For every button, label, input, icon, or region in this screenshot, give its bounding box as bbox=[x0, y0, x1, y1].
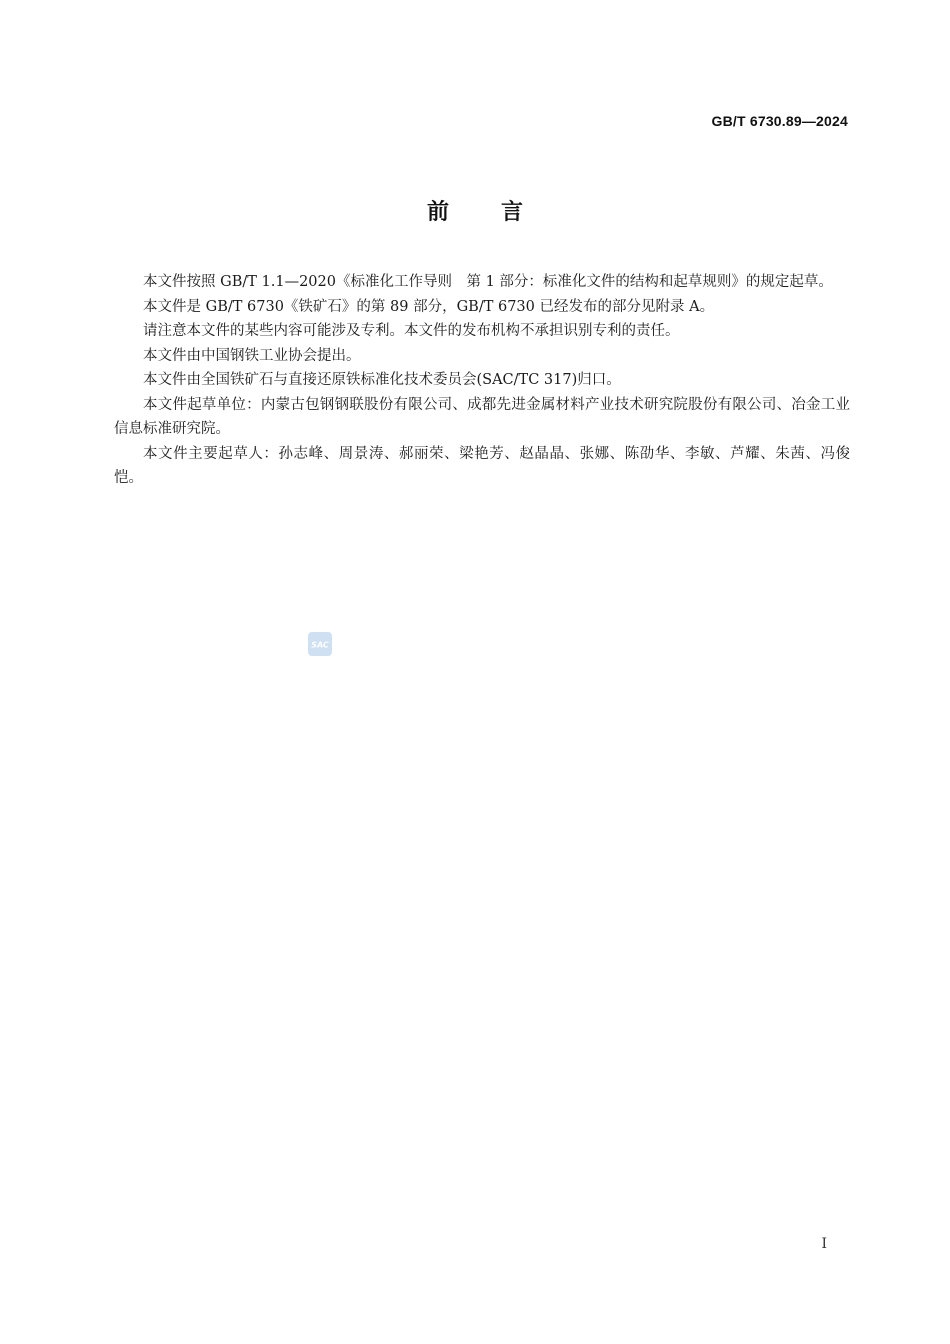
paragraph-proposer: 本文件由中国钢铁工业协会提出。 bbox=[143, 347, 361, 364]
page-number: I bbox=[821, 1236, 827, 1252]
sac-watermark-logo bbox=[307, 631, 333, 657]
paragraph-main-drafters: 本文件主要起草人：孙志峰、周景涛、郝丽荣、梁艳芳、赵晶晶、张娜、陈劭华、李敏、芦耀、朱茜、冯俊恺。 bbox=[114, 445, 850, 486]
foreword-body bbox=[114, 270, 850, 491]
watermark-text: SAC bbox=[311, 640, 329, 650]
paragraph-drafting-organizations: 本文件起草单位：内蒙古包钢钢联股份有限公司、成都先进金属材料产业技术研究院股份有限公司、冶金工业信息标准研究院。 bbox=[114, 396, 850, 437]
paragraph-technical-committee: 本文件由全国铁矿石与直接还原铁标准化技术委员会(SAC/TC 317)归口。 bbox=[143, 372, 621, 388]
document-code: GB/T 6730.89—2024 bbox=[711, 113, 848, 129]
paragraph-drafting-rules: 本文件按照 GB/T 1.1—2020《标准化工作导则 第 1 部分：标准化文件的结构和起草规则》的规定起草。 bbox=[143, 274, 833, 290]
paragraph-patent-notice: 请注意本文件的某些内容可能涉及专利。本文件的发布机构不承担识别专利的责任。 bbox=[143, 323, 680, 339]
paragraph-part-info: 本文件是 GB/T 6730《铁矿石》的第 89 部分，GB/T 6730 已经发布的部分见附录 A。 bbox=[143, 298, 715, 315]
page-title: 前言 bbox=[426, 200, 575, 225]
